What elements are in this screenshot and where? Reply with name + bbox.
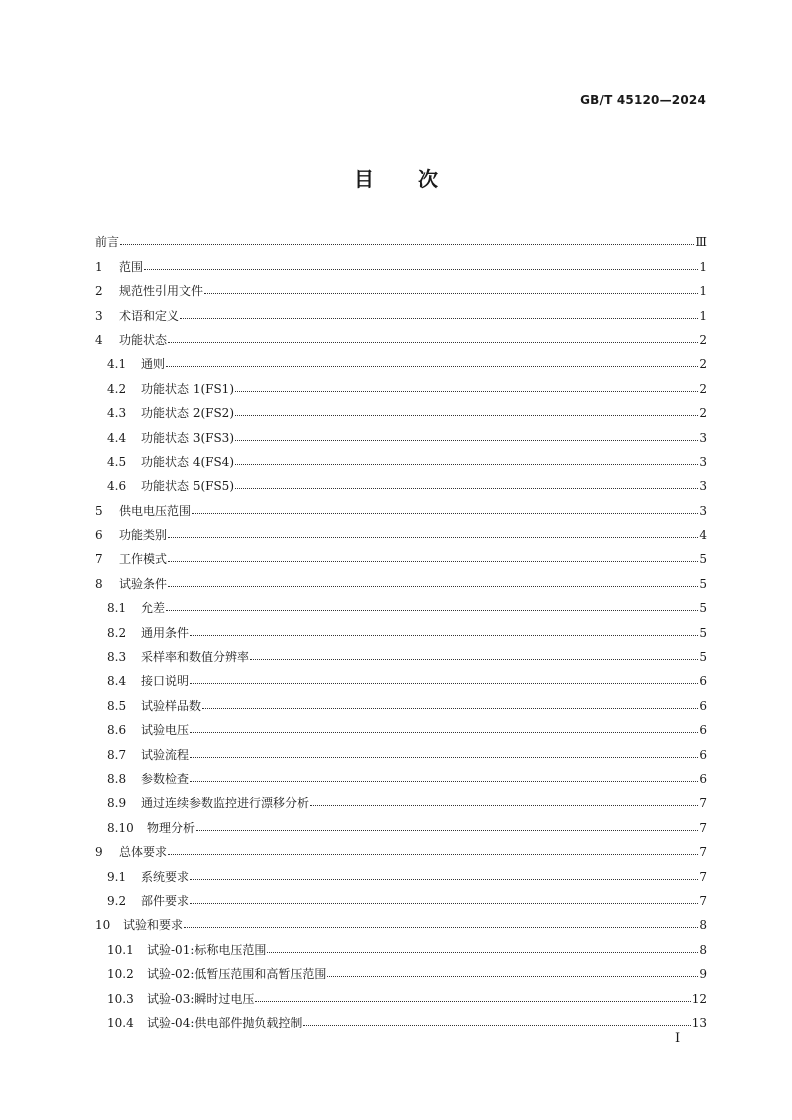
toc-entry[interactable] [95, 445, 707, 469]
toc-dot-leader [190, 879, 698, 880]
standard-code: GB/T 45120—2024 [580, 93, 706, 107]
toc-entry-label: 试验-04:供电部件抛负载控制 [147, 1015, 303, 1030]
toc-dot-leader [202, 708, 698, 709]
toc-dot-leader [184, 927, 698, 928]
toc-entry-label: 术语和定义 [119, 308, 180, 323]
toc-entry-number: 9.1 [107, 869, 127, 884]
toc-dot-leader [196, 830, 698, 831]
toc-dot-leader [250, 659, 698, 660]
toc-entry-number: 8.3 [107, 650, 127, 665]
toc-entry[interactable] [95, 615, 707, 639]
toc-entry-page: 3 [699, 430, 707, 445]
toc-entry-page: 5 [699, 601, 707, 616]
toc-entry-page: Ⅲ [695, 235, 707, 250]
toc-entry[interactable] [95, 249, 707, 273]
toc-entry-page: 2 [699, 381, 707, 396]
toc-entry[interactable] [95, 225, 707, 249]
toc-entry-page: 7 [699, 796, 707, 811]
toc-entry-page: 3 [699, 454, 707, 469]
toc-entry-label: 功能状态 4(FS4) [141, 454, 234, 469]
page-folio: I [675, 1031, 681, 1046]
toc-entry-label: 工作模式 [119, 552, 168, 567]
toc-entry-page: 13 [691, 1015, 707, 1030]
toc-entry-label: 通则 [141, 357, 166, 372]
toc-entry-page: 5 [699, 625, 707, 640]
toc-entry-number: 9 [95, 845, 103, 860]
toc-entry-page: 7 [699, 869, 707, 884]
toc-entry-page: 2 [699, 332, 707, 347]
toc-entry[interactable] [95, 347, 707, 371]
toc-entry-label: 采样率和数值分辨率 [141, 650, 250, 665]
toc-entry-label: 功能状态 2(FS2) [141, 406, 234, 421]
toc-entry[interactable] [95, 323, 707, 347]
toc-entry[interactable] [95, 884, 707, 908]
toc-entry-number: 4.5 [107, 454, 127, 469]
toc-entry[interactable] [95, 420, 707, 444]
toc-entry-number: 8.2 [107, 625, 127, 640]
toc-entry-label: 功能状态 3(FS3) [141, 430, 234, 445]
toc-entry[interactable] [95, 859, 707, 883]
toc-entry-label: 试验流程 [141, 747, 190, 762]
toc-entry-number: 1 [95, 259, 103, 274]
toc-entry-number: 2 [95, 284, 103, 299]
toc-entry-label: 试验-02:低暂压范围和高暂压范围 [147, 967, 327, 982]
toc-dot-leader [235, 440, 698, 441]
toc-entry-label: 试验和要求 [123, 918, 184, 933]
toc-entry[interactable] [95, 957, 707, 981]
toc-entry-number: 10.4 [107, 1015, 134, 1030]
toc-entry-label: 参数检查 [141, 771, 190, 786]
toc-entry-label: 通用条件 [141, 625, 190, 640]
toc-entry-label: 试验样品数 [141, 698, 202, 713]
toc-entry-number: 9.2 [107, 893, 127, 908]
toc-entry-number: 10 [95, 918, 111, 933]
toc-title [0, 163, 792, 192]
toc-entry[interactable] [95, 469, 707, 493]
toc-dot-leader [166, 366, 698, 367]
toc-entry-label: 功能类别 [119, 528, 168, 543]
toc-entry-page: 5 [699, 576, 707, 591]
toc-dot-leader [190, 732, 698, 733]
toc-entry-label: 系统要求 [141, 869, 190, 884]
toc-entry-number: 8.6 [107, 723, 127, 738]
toc-entry-number: 8.7 [107, 747, 127, 762]
toc-entry[interactable] [95, 371, 707, 395]
toc-dot-leader [168, 854, 698, 855]
toc-entry-label: 范围 [119, 259, 144, 274]
toc-entry[interactable] [95, 566, 707, 590]
toc-dot-leader [235, 488, 698, 489]
toc-entry[interactable] [95, 762, 707, 786]
toc-entry-label: 功能状态 [119, 332, 168, 347]
toc-entry-page: 4 [699, 528, 707, 543]
toc-entry-page: 5 [699, 650, 707, 665]
toc-entry-label: 供电电压范围 [119, 503, 192, 518]
toc-entry[interactable] [95, 786, 707, 810]
toc-entry-number: 4.2 [107, 381, 127, 396]
toc-entry-label: 规范性引用文件 [119, 284, 204, 299]
toc-dot-leader [235, 391, 698, 392]
toc-entry[interactable] [95, 591, 707, 615]
toc-entry-label: 通过连续参数监控进行漂移分析 [141, 796, 310, 811]
toc-entry-number: 4.4 [107, 430, 127, 445]
toc-dot-leader [180, 318, 698, 319]
toc-dot-leader [235, 415, 698, 416]
toc-entry-page: 1 [699, 259, 707, 274]
toc-entry-label: 试验电压 [141, 723, 190, 738]
toc-entry-page: 2 [699, 357, 707, 372]
toc-entry-label: 部件要求 [141, 893, 190, 908]
toc-entry[interactable] [95, 908, 707, 932]
toc-entry-number: 10.3 [107, 991, 134, 1006]
toc-entry-label: 前言 [95, 235, 120, 250]
toc-entry[interactable] [95, 274, 707, 298]
toc-entry-label: 试验条件 [119, 576, 168, 591]
toc-dot-leader [235, 464, 698, 465]
toc-entry[interactable] [95, 542, 707, 566]
toc-dot-leader [204, 293, 698, 294]
toc-entry-number: 5 [95, 503, 103, 518]
toc-entry-label: 功能状态 1(FS1) [141, 381, 234, 396]
toc-dot-leader [303, 1025, 690, 1026]
toc-entry-number: 7 [95, 552, 103, 567]
toc-dot-leader [168, 586, 698, 587]
toc-dot-leader [168, 561, 698, 562]
toc-entry[interactable] [95, 518, 707, 542]
toc-dot-leader [144, 269, 698, 270]
toc-entry[interactable] [95, 810, 707, 834]
toc-entry-page: 8 [699, 942, 707, 957]
toc-dot-leader [190, 903, 698, 904]
toc-dot-leader [192, 513, 698, 514]
toc-entry-number: 3 [95, 308, 103, 323]
toc-entry-page: 1 [699, 308, 707, 323]
toc-entry-page: 1 [699, 284, 707, 299]
toc-dot-leader [327, 976, 698, 977]
toc-entry-number: 8.1 [107, 601, 127, 616]
toc-title-char-2: 次 [418, 167, 438, 191]
toc-dot-leader [168, 342, 698, 343]
toc-entry[interactable] [95, 664, 707, 688]
toc-entry[interactable] [95, 835, 707, 859]
toc-entry-label: 总体要求 [119, 845, 168, 860]
toc-entry[interactable] [95, 688, 707, 712]
toc-entry-page: 7 [699, 845, 707, 860]
toc-entry-label: 试验-03:瞬时过电压 [147, 991, 255, 1006]
toc-entry[interactable] [95, 396, 707, 420]
toc-entry-page: 7 [699, 893, 707, 908]
toc-entry-label: 物理分析 [147, 820, 196, 835]
toc-dot-leader [190, 683, 698, 684]
toc-entry-number: 10.2 [107, 967, 134, 982]
toc-title-char-1: 目 [354, 167, 374, 191]
toc-dot-leader [190, 781, 698, 782]
toc-dot-leader [190, 757, 698, 758]
toc-entry-page: 8 [699, 918, 707, 933]
toc-entry[interactable] [95, 713, 707, 737]
toc-entry-page: 6 [699, 723, 707, 738]
toc-entry[interactable] [95, 298, 707, 322]
toc-entry-number: 8 [95, 576, 103, 591]
toc-entry-page: 12 [691, 991, 707, 1006]
toc-dot-leader [120, 244, 694, 245]
toc-entry-number: 4.1 [107, 357, 127, 372]
toc-entry-number: 8.5 [107, 698, 127, 713]
toc-entry-number: 8.8 [107, 771, 127, 786]
toc-entry-number: 6 [95, 528, 103, 543]
toc-dot-leader [190, 635, 698, 636]
toc-entry-number: 4.3 [107, 406, 127, 421]
toc-entry[interactable] [95, 737, 707, 761]
toc-entry-page: 3 [699, 503, 707, 518]
toc-dot-leader [166, 610, 698, 611]
toc-entry-page: 5 [699, 552, 707, 567]
toc-entry-page: 3 [699, 479, 707, 494]
toc-entry-page: 9 [699, 967, 707, 982]
toc-entry-page: 2 [699, 406, 707, 421]
toc-entry-number: 8.10 [107, 820, 134, 835]
toc-entry-label: 接口说明 [141, 674, 190, 689]
toc-entry-number: 4 [95, 332, 103, 347]
toc-entry-page: 7 [699, 820, 707, 835]
toc-dot-leader [310, 805, 698, 806]
toc-dot-leader [267, 952, 698, 953]
toc-entry-page: 6 [699, 771, 707, 786]
toc-entry-page: 6 [699, 698, 707, 713]
toc-entry-page: 6 [699, 747, 707, 762]
toc-entry-number: 8.9 [107, 796, 127, 811]
toc-entry-number: 8.4 [107, 674, 127, 689]
toc-dot-leader [255, 1001, 690, 1002]
table-of-contents [95, 225, 707, 1030]
toc-entry-page: 6 [699, 674, 707, 689]
toc-entry[interactable] [95, 1006, 707, 1030]
toc-entry-label: 试验-01:标称电压范围 [147, 942, 267, 957]
toc-entry[interactable] [95, 493, 707, 517]
toc-dot-leader [168, 537, 698, 538]
toc-entry[interactable] [95, 981, 707, 1005]
toc-entry-number: 10.1 [107, 942, 134, 957]
toc-entry-label: 功能状态 5(FS5) [141, 479, 234, 494]
toc-entry-label: 允差 [141, 601, 166, 616]
toc-entry-number: 4.6 [107, 479, 127, 494]
toc-entry[interactable] [95, 932, 707, 956]
toc-entry[interactable] [95, 640, 707, 664]
